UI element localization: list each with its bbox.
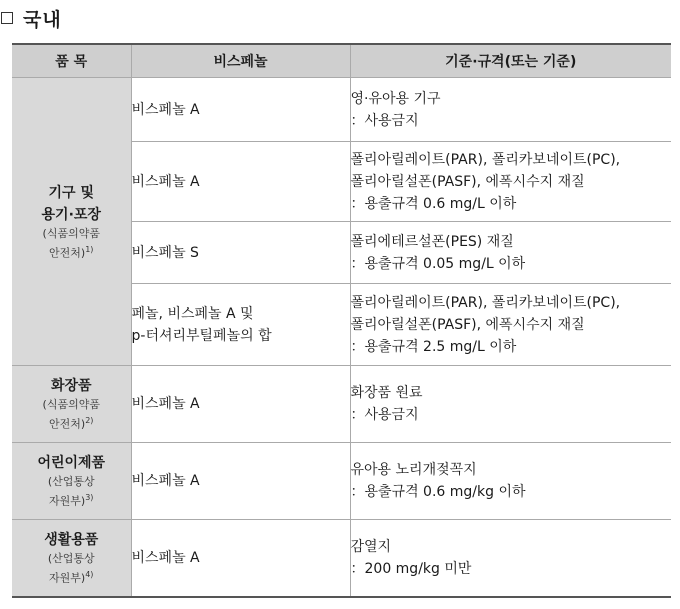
category-name: 용기·포장 [41,206,101,223]
section-title: 국내 [23,8,62,31]
category-cell-household-goods [12,520,131,597]
substance-cell: 비스페놀 A [131,366,350,443]
category-cell-childrens-products [12,443,131,520]
standard-cell: 폴리아릴레이트(PAR), 폴리카보네이트(PC), 폴리아릴설폰(PASF), 에폭시수지 재질 ：용출규격 0.6 mg/L 이하 [350,142,671,222]
table-row [12,366,671,443]
category-agency: 안전처)$^{2)}$ [49,416,94,431]
header-category: 품 목 [12,44,131,78]
standard-cell: 감열지 ：200 mg/kg 미만 [350,520,671,597]
category-name: 화장품 [50,378,92,395]
table-row [12,78,671,142]
checkbox-icon [1,12,13,24]
table-row [12,520,671,597]
table-row [12,443,671,520]
substance-cell: 비스페놀 A [131,142,350,222]
category-agency: (식품의약품 [42,226,100,240]
category-agency: 자원부)$^{3)}$ [49,493,94,508]
category-cell-utensils [12,78,131,366]
category-name: 기구 및 [48,184,94,201]
regulation-table [12,43,671,598]
category-name: 생활용품 [44,531,99,548]
standard-cell: 폴리에테르설폰(PES) 재질 ：용출규격 0.05 mg/L 이하 [350,222,671,284]
section-heading [0,4,62,32]
category-name: 어린이제품 [37,455,106,472]
standard-cell: 유아용 노리개젖꼭지 ：용출규격 0.6 mg/kg 이하 [350,443,671,520]
category-agency: (산업통상 [47,475,95,489]
header-standard: 기준·규격(또는 기준) [350,44,671,78]
standard-cell: 폴리아릴레이트(PAR), 폴리카보네이트(PC), 폴리아릴설폰(PASF), 에폭시수지 재질 ：용출규격 2.5 mg/L 이하 [350,284,671,366]
substance-cell: 비스페놀 A [131,443,350,520]
substance-cell: 페놀, 비스페놀 A 및 p-터셔리부틸페놀의 합 [131,284,350,366]
footnote-mark: 3) [85,493,94,503]
standard-cell: 영·유아용 기구 ：사용금지 [350,78,671,142]
category-cell-cosmetics [12,366,131,443]
category-agency: (식품의약품 [42,398,100,412]
substance-cell: 비스페놀 S [131,222,350,284]
footnote-mark: 1) [85,244,94,254]
substance-cell: 비스페놀 A [131,78,350,142]
header-substance: 비스페놀 [131,44,350,78]
substance-cell: 비스페놀 A [131,520,350,597]
category-agency: (산업통상 [47,551,95,565]
footnote-mark: 2) [85,416,94,426]
footnote-mark: 4) [85,569,94,579]
table-header-row [12,44,671,78]
standard-cell: 화장품 원료 ：사용금지 [350,366,671,443]
category-agency: 자원부)$^{4)}$ [49,569,94,585]
category-agency: 안전처)$^{1)}$ [49,244,94,260]
